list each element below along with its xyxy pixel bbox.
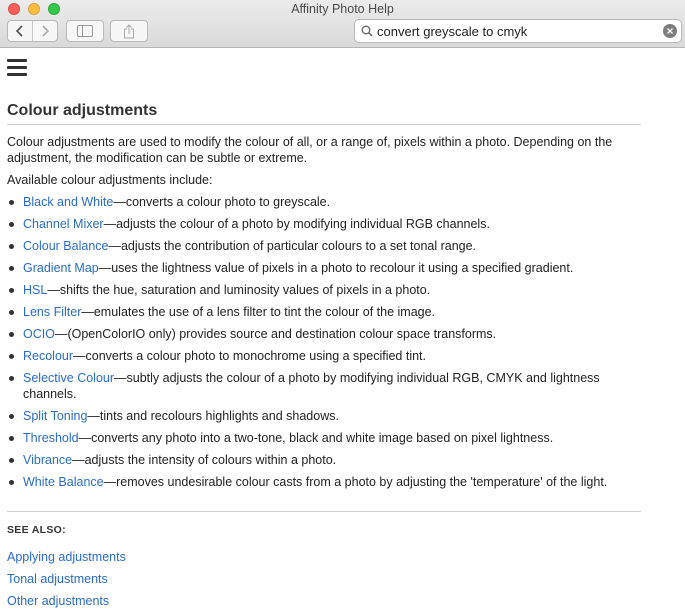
back-button[interactable] bbox=[8, 21, 32, 41]
share-button[interactable] bbox=[110, 20, 148, 42]
list-item-description: —(OpenColorIO only) provides source and destination colour space transforms. bbox=[54, 327, 497, 341]
search-field[interactable] bbox=[354, 19, 682, 43]
clear-icon bbox=[666, 27, 674, 35]
channel-mixer-link[interactable]: Channel Mixer bbox=[23, 217, 104, 231]
see-also-divider bbox=[7, 511, 641, 512]
list-item-description: —uses the lightness value of pixels in a photo to recolour it using a specified gradient. bbox=[98, 261, 574, 275]
list-item bbox=[7, 370, 641, 402]
intro-paragraph: Colour adjustments are used to modify the colour of all, or a range of, pixels within a photo. Depending on the adjustment, the modification can be subtle or extreme. bbox=[7, 135, 613, 165]
colour-balance-link[interactable]: Colour Balance bbox=[23, 239, 109, 253]
list-item bbox=[7, 304, 641, 320]
list-item bbox=[7, 452, 641, 468]
adjustments-list bbox=[7, 194, 641, 496]
list-item bbox=[7, 238, 641, 254]
window-title: Affinity Photo Help bbox=[291, 2, 394, 16]
hsl-link[interactable]: HSL bbox=[23, 283, 48, 297]
list-item bbox=[7, 282, 641, 298]
navigation-buttons bbox=[7, 20, 58, 42]
recolour-link[interactable]: Recolour bbox=[23, 349, 74, 363]
list-item bbox=[7, 216, 641, 232]
list-item bbox=[7, 430, 641, 446]
list-item-description: —removes undesirable colour casts from a photo by adjusting the 'temperature' of the light. bbox=[103, 475, 608, 489]
page-title: Colour adjustments bbox=[7, 102, 158, 119]
list-item-description: —emulates the use of a lens filter to tint the colour of the image. bbox=[81, 305, 436, 319]
toggle-sidebar-button[interactable] bbox=[66, 20, 104, 42]
share-icon bbox=[123, 24, 135, 39]
list-item bbox=[7, 194, 641, 210]
applying-adjustments-link[interactable]: Applying adjustments bbox=[7, 550, 126, 564]
ocio-link[interactable]: OCIO bbox=[23, 327, 55, 341]
window-toolbar bbox=[0, 0, 685, 48]
list-item-description: —adjusts the intensity of colours within a photo. bbox=[72, 453, 337, 467]
search-input[interactable] bbox=[377, 22, 657, 40]
chevron-right-icon bbox=[40, 25, 50, 37]
tonal-adjustments-link[interactable]: Tonal adjustments bbox=[7, 572, 108, 586]
white-balance-link[interactable]: White Balance bbox=[23, 475, 104, 489]
gradient-map-link[interactable]: Gradient Map bbox=[23, 261, 99, 275]
threshold-link[interactable]: Threshold bbox=[23, 431, 79, 445]
list-lead-text: Available colour adjustments include: bbox=[7, 173, 213, 187]
clear-search-button[interactable] bbox=[663, 24, 677, 38]
list-item bbox=[7, 408, 641, 424]
title-divider bbox=[7, 124, 641, 125]
list-item-description: —converts a colour photo to greyscale. bbox=[113, 195, 331, 209]
list-item-description: —adjusts the contribution of particular colours to a set tonal range. bbox=[108, 239, 477, 253]
search-icon bbox=[361, 25, 373, 37]
list-item bbox=[7, 260, 641, 276]
list-item-description: —tints and recolours highlights and shadows. bbox=[87, 409, 339, 423]
other-adjustments-link[interactable]: Other adjustments bbox=[7, 594, 110, 608]
list-item-description: —converts a colour photo to monochrome using a specified tint. bbox=[73, 349, 426, 363]
hamburger-menu-icon[interactable] bbox=[7, 59, 27, 76]
list-item bbox=[7, 348, 641, 364]
lens-filter-link[interactable]: Lens Filter bbox=[23, 305, 82, 319]
sidebar-icon bbox=[77, 25, 93, 37]
see-also-heading: SEE ALSO: bbox=[7, 524, 66, 536]
list-item-description: —converts any photo into a two-tone, black and white image based on pixel lightness. bbox=[78, 431, 554, 445]
split-toning-link[interactable]: Split Toning bbox=[23, 409, 88, 423]
selective-colour-link[interactable]: Selective Colour bbox=[23, 371, 115, 385]
list-item-description: —adjusts the colour of a photo by modifying individual RGB channels. bbox=[103, 217, 490, 231]
forward-button[interactable] bbox=[32, 21, 57, 41]
chevron-left-icon bbox=[15, 25, 25, 37]
list-item bbox=[7, 326, 641, 342]
list-item bbox=[7, 474, 641, 490]
black-and-white-link[interactable]: Black and White bbox=[23, 195, 114, 209]
vibrance-link[interactable]: Vibrance bbox=[23, 453, 73, 467]
list-item-description: —shifts the hue, saturation and luminosity values of pixels in a photo. bbox=[47, 283, 431, 297]
see-also-links bbox=[7, 549, 126, 615]
list-item-description: —subtly adjusts the colour of a photo by modifying individual RGB, CMYK and lightness channels. bbox=[23, 371, 600, 401]
